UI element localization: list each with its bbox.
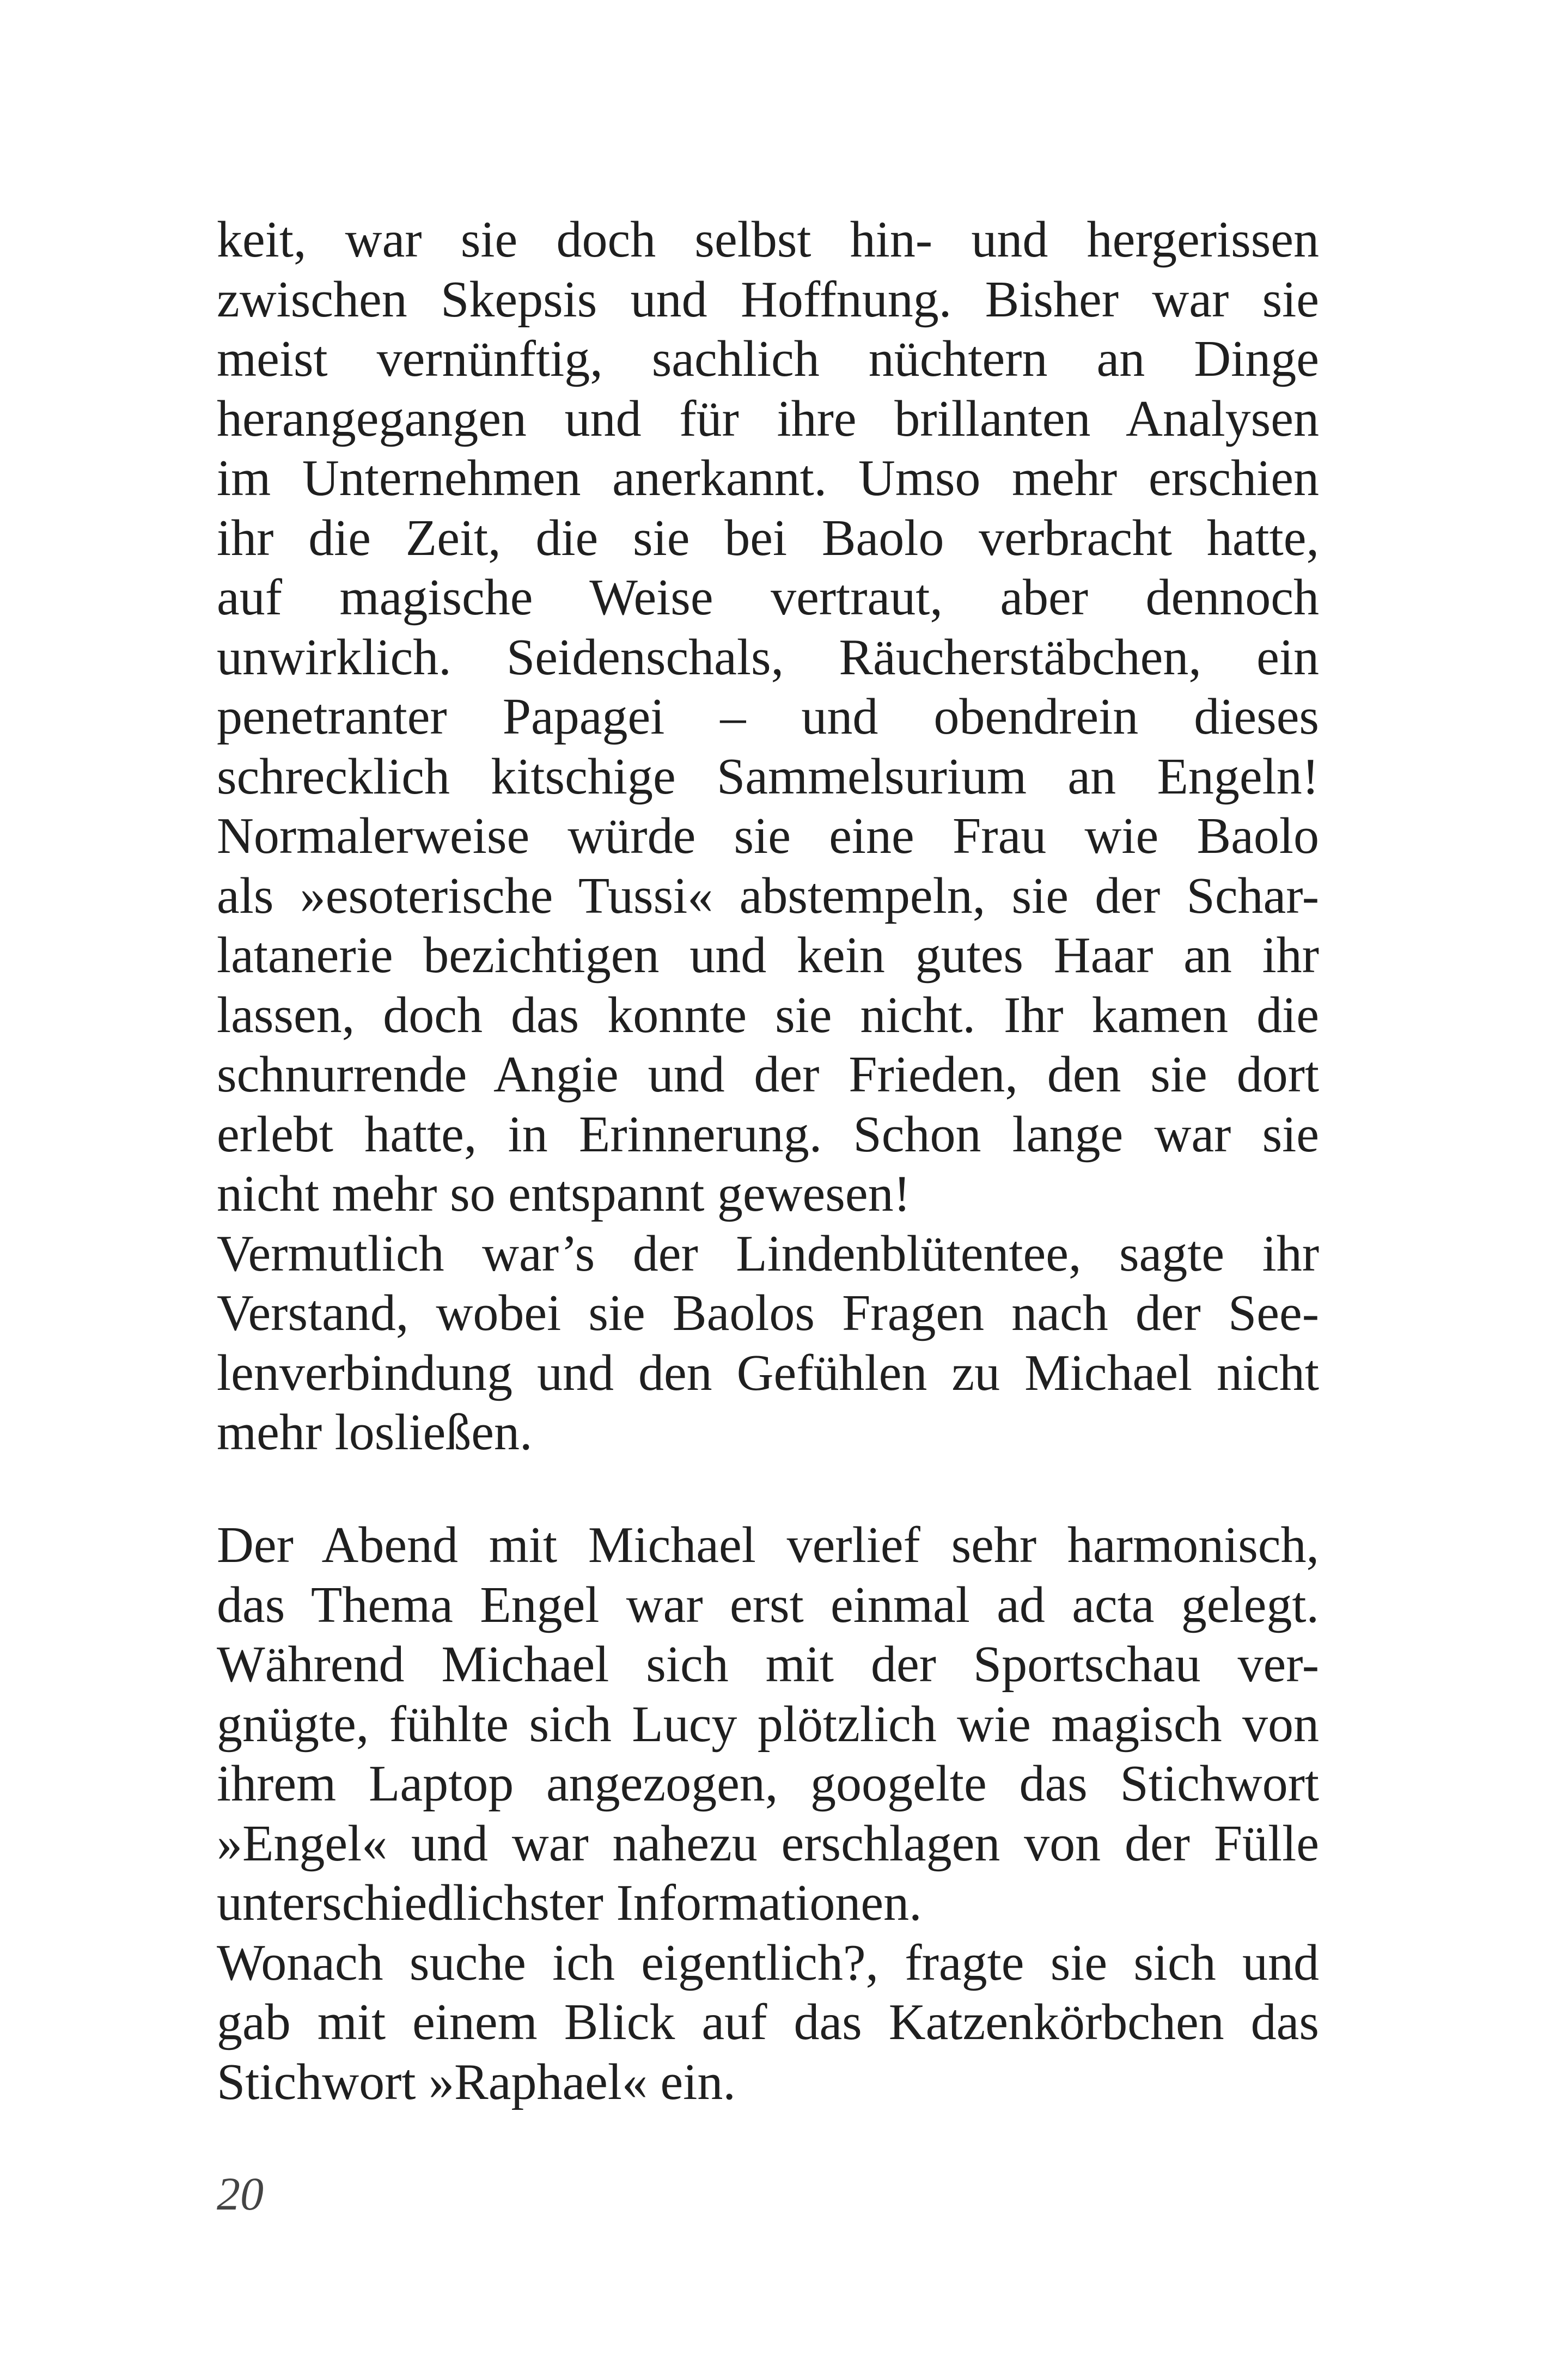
- text-line: das Thema Engel war erst einmal ad acta gelegt.: [217, 1576, 1319, 1633]
- text-line: herangegangen und für ihre brillanten Analysen: [217, 390, 1319, 447]
- text-line: penetranter Papagei – und obendrein dieses: [217, 688, 1319, 745]
- text-line: lassen, doch das konnte sie nicht. Ihr kamen die: [217, 986, 1319, 1043]
- text-line: Vermutlich war’s der Lindenblütentee, sagte ihr: [217, 1225, 1319, 1282]
- text-line: »Engel« und war nahezu erschlagen von der Fülle: [217, 1815, 1319, 1872]
- text-line: Verstand, wobei sie Baolos Fragen nach der See-: [217, 1285, 1319, 1341]
- text-line: schrecklich kitschige Sammelsurium an Engeln!: [217, 748, 1319, 805]
- text-line: Wonach suche ich eigentlich?, fragte sie sich und: [217, 1934, 1319, 1991]
- text-line: latanerie bezichtigen und kein gutes Haar an ihr: [217, 927, 1319, 984]
- paragraph-2: [217, 1224, 1319, 1463]
- paragraph-1: [217, 210, 1319, 1224]
- text-line: im Unternehmen anerkannt. Umso mehr erschien: [217, 450, 1319, 506]
- text-line: Normalerweise würde sie eine Frau wie Baolo: [217, 808, 1319, 864]
- text-line: keit, war sie doch selbst hin- und hergerissen: [217, 211, 1319, 268]
- text-block-bottom: [217, 1516, 1319, 2112]
- text-line: mehr losließen.: [217, 1404, 533, 1461]
- text-block-top: [217, 210, 1319, 1463]
- text-line: nicht mehr so entspannt gewesen!: [217, 1165, 911, 1222]
- text-line: schnurrende Angie und der Frieden, den sie dort: [217, 1046, 1319, 1103]
- text-line: gab mit einem Blick auf das Katzenkörbchen das: [217, 1994, 1319, 2051]
- text-line: unterschiedlichster Informationen.: [217, 1875, 922, 1931]
- page-number: 20: [217, 2168, 264, 2220]
- text-line: lenverbindung und den Gefühlen zu Michael nicht: [217, 1344, 1319, 1401]
- text-line: ihrem Laptop angezogen, googelte das Stichwort: [217, 1755, 1319, 1812]
- text-line: ihr die Zeit, die sie bei Baolo verbracht hatte,: [217, 509, 1319, 566]
- text-line: zwischen Skepsis und Hoffnung. Bisher war sie: [217, 271, 1319, 328]
- text-line: auf magische Weise vertraut, aber dennoch: [217, 569, 1319, 626]
- text-line: meist vernünftig, sachlich nüchtern an Dinge: [217, 331, 1319, 387]
- text-line: Stichwort »Raphael« ein.: [217, 2053, 736, 2110]
- text-line: Während Michael sich mit der Sportschau ver-: [217, 1636, 1319, 1693]
- text-line: Der Abend mit Michael verlief sehr harmonisch,: [217, 1517, 1319, 1573]
- text-line: erlebt hatte, in Erinnerung. Schon lange war sie: [217, 1106, 1319, 1163]
- text-line: gnügte, fühlte sich Lucy plötzlich wie magisch von: [217, 1695, 1319, 1753]
- text-line: als »esoterische Tussi« abstempeln, sie der Schar-: [217, 867, 1319, 924]
- text-line: unwirklich. Seidenschals, Räucherstäbchen, ein: [217, 628, 1319, 686]
- paragraph-3: [217, 1516, 1319, 1933]
- paragraph-4: [217, 1933, 1319, 2113]
